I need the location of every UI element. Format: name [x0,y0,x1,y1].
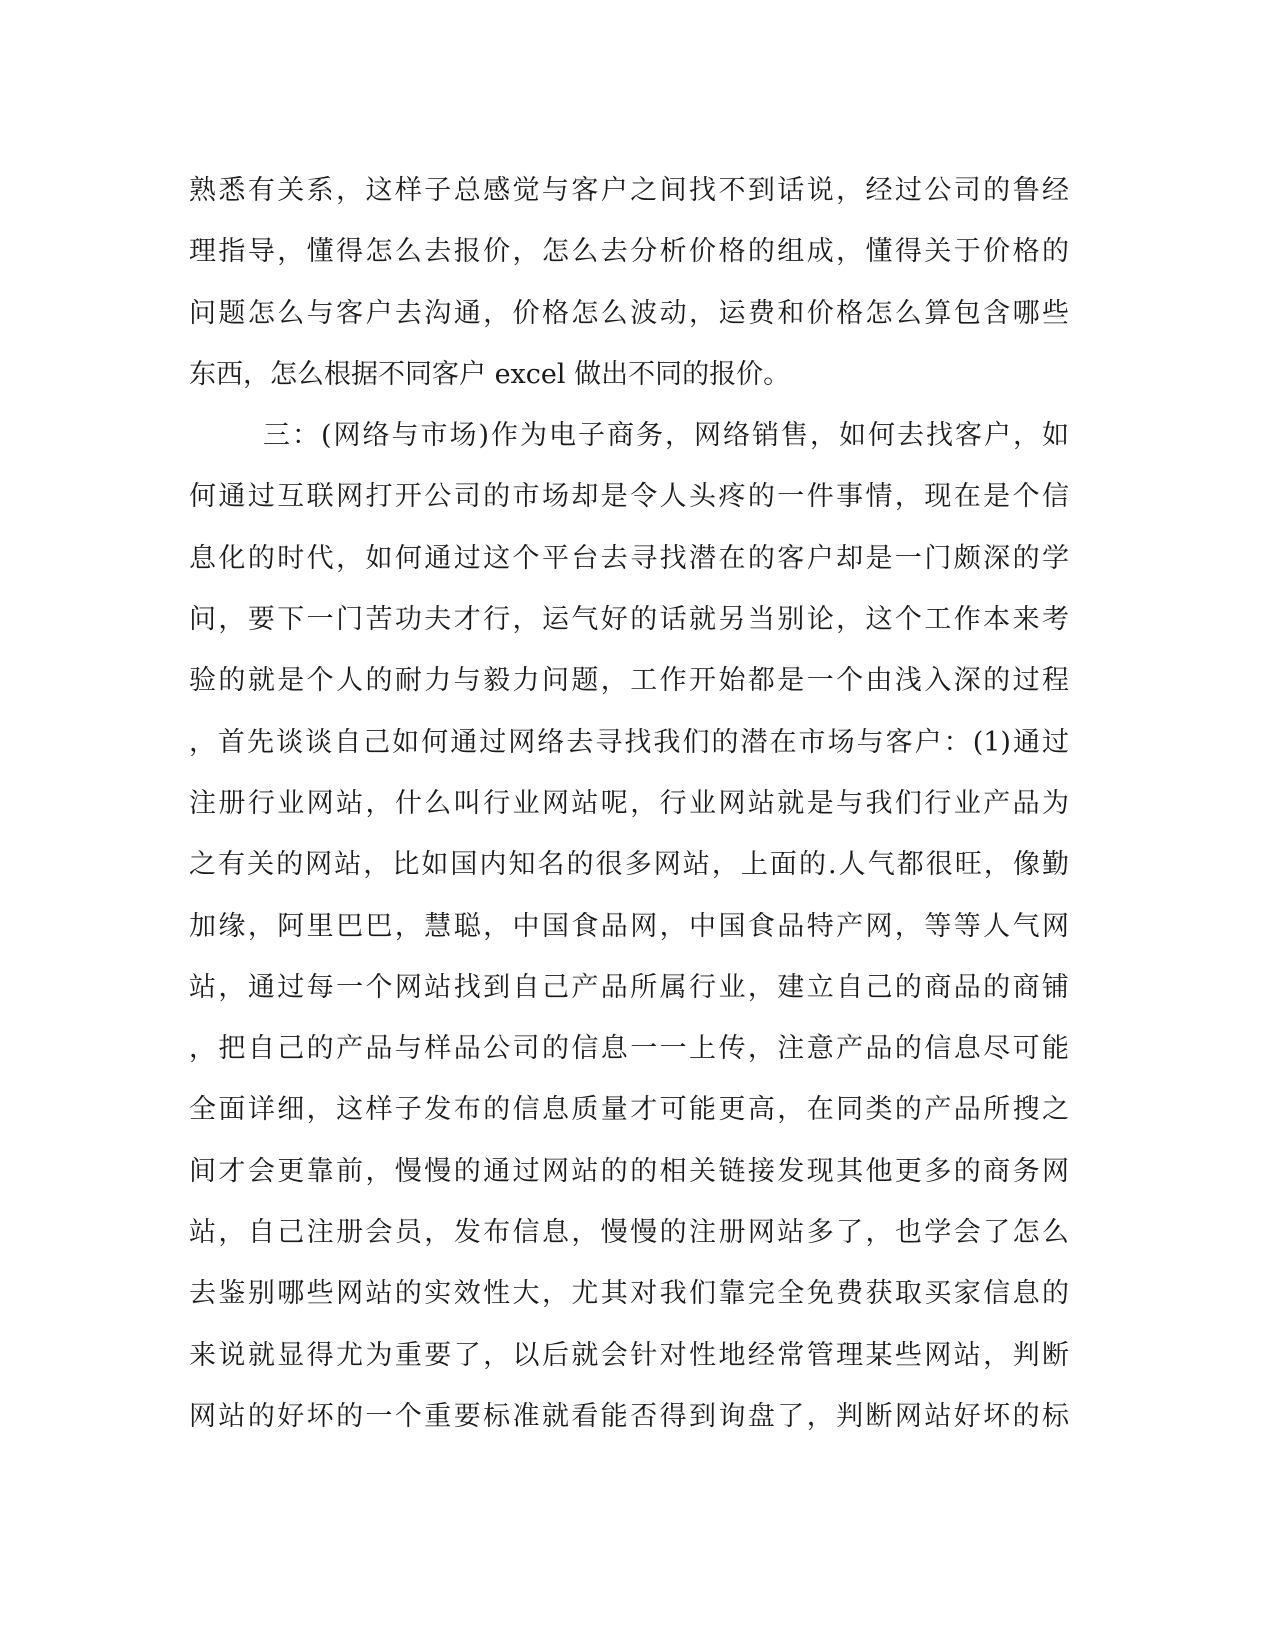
text-line: 站，通过每一个网站找到自己产品所属行业，建立自己的商品的商铺 [189,971,1069,1003]
text-line: 息化的时代，如何通过这个平台去寻找潜在的客户却是一门颇深的学 [189,542,1069,574]
text-line: 东西，怎么根据不同客户 excel 做出不同的报价。 [189,358,791,390]
text-line: 何通过互联网打开公司的市场却是令人头疼的一件事情，现在是个信 [189,481,1069,513]
text-line: ，首先谈谈自己如何通过网络去寻找我们的潜在市场与客户：(1)通过 [189,726,1069,758]
text-line: 熟悉有关系，这样子总感觉与客户之间找不到话说，经过公司的鲁经 [189,175,1069,206]
paragraph-start-line: 三：(网络与市场)作为电子商务，网络销售，如何去找客户，如 [263,420,1069,452]
text-line: ，把自己的产品与样品公司的信息一一上传，注意产品的信息尽可能 [189,1033,1069,1065]
text-line: 去鉴别哪些网站的实效性大，尤其对我们靠完全免费获取买家信息的 [189,1278,1069,1310]
text-line: 全面详细，这样子发布的信息质量才可能更高，在同类的产品所搜之 [189,1094,1069,1126]
body-text [189,160,1069,1447]
text-line: 来说就显得尤为重要了，以后就会针对性地经常管理某些网站，判断 [189,1339,1069,1371]
text-line: 验的就是个人的耐力与毅力问题，工作开始都是一个由浅入深的过程 [189,665,1069,697]
text-line: 之有关的网站，比如国内知名的很多网站，上面的.人气都很旺，像勤 [189,849,1069,881]
text-line: 理指导，懂得怎么去报价，怎么去分析价格的组成，懂得关于价格的 [189,236,1069,268]
text-line: 注册行业网站，什么叫行业网站呢，行业网站就是与我们行业产品为 [189,787,1069,819]
text-line: 问，要下一门苦功夫才行，运气好的话就另当别论，这个工作本来考 [189,604,1069,636]
text-line: 问题怎么与客户去沟通，价格怎么波动，运费和价格怎么算包含哪些 [189,297,1069,329]
text-line: 网站的好坏的一个重要标准就看能否得到询盘了，判断网站好坏的标 [189,1400,1069,1432]
text-line: 站，自己注册会员，发布信息，慢慢的注册网站多了，也学会了怎么 [189,1217,1069,1249]
text-line: 间才会更靠前，慢慢的通过网站的的相关链接发现其他更多的商务网 [189,1155,1069,1187]
text-line: 加缘，阿里巴巴，慧聪，中国食品网，中国食品特产网，等等人气网 [189,910,1069,942]
